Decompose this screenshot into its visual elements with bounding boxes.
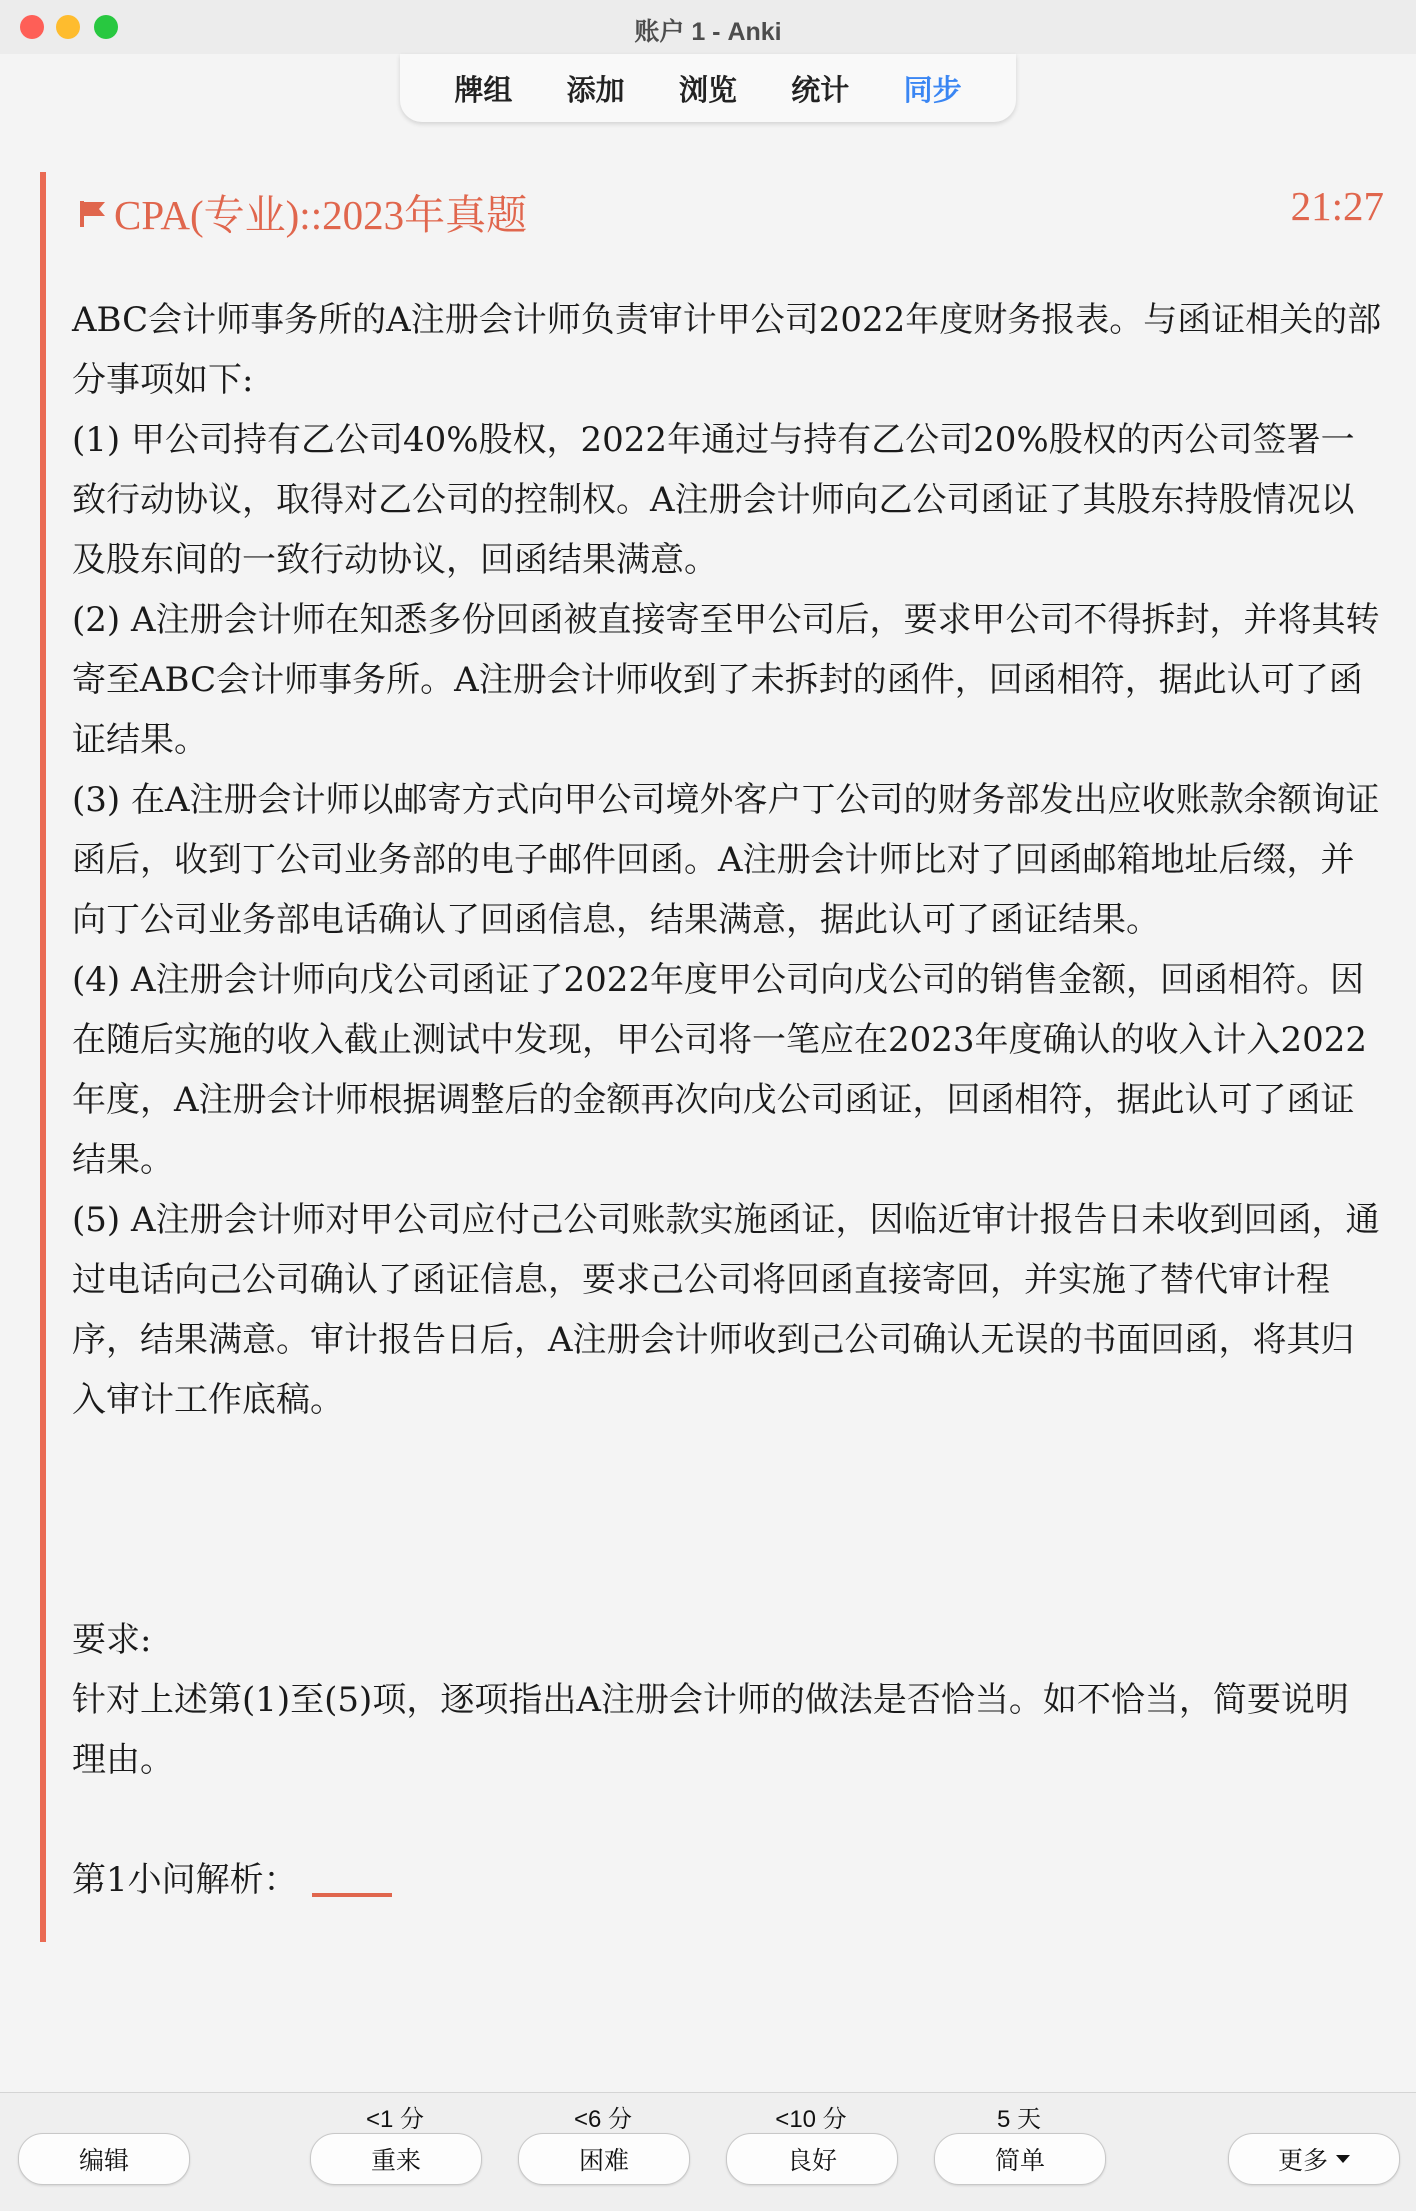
question-item-1: (1) 甲公司持有乙公司40%股权，2022年通过与持有乙公司20%股权的丙公司签署一致行动协议，取得对乙公司的控制权。A注册会计师向乙公司函证了其股东持股情况以及股东间的一致行动协议，回函结果满意。 (72, 420, 1355, 580)
good-button[interactable]: 良好 (726, 2133, 898, 2185)
more-button[interactable] (1228, 2133, 1400, 2185)
review-timer: 21:27 (1290, 183, 1384, 229)
easy-interval: 5 天 (996, 2106, 1041, 2133)
window-title: 账户 1 - Anki (634, 18, 782, 46)
question-item-3: (3) 在A注册会计师以邮寄方式向甲公司境外客户丁公司的财务部发出应收账款余额询证函后，收到丁公司业务部的电子邮件回函。A注册会计师比对了回函邮箱地址后缀，并向丁公司业务部电话确认了回函信息，结果满意，据此认可了函证结果。 (72, 780, 1380, 940)
cloze-blank (312, 1893, 392, 1897)
question-text (72, 290, 1382, 1910)
edit-button[interactable]: 编辑 (18, 2133, 190, 2185)
chevron-down-icon (1336, 2155, 1350, 2163)
flag-icon (78, 199, 108, 229)
question-item-5: (5) A注册会计师对甲公司应付己公司账款实施函证，因临近审计报告日未收到回函，通过电话向己公司确认了函证信息，要求己公司将回函直接寄回，并实施了替代审计程序，结果满意。审计报告日后，A注册会计师收到己公司确认无误的书面回函，将其归入审计工作底稿。 (72, 1200, 1380, 1420)
easy-button[interactable]: 简单 (934, 2133, 1106, 2185)
question-intro: ABC会计师事务所的A注册会计师负责审计甲公司2022年度财务报表。与函证相关的部分事项如下: (72, 300, 1382, 400)
review-bottom-bar (0, 2092, 1416, 2211)
answer-prompt-line (72, 1850, 1382, 1910)
main-toolbar (400, 54, 1016, 122)
more-label: 更多 (1277, 2147, 1328, 2175)
hard-button[interactable]: 困难 (518, 2133, 690, 2185)
good-interval: <10 分 (775, 2106, 847, 2133)
title-bar (0, 0, 1416, 54)
question-item-2: (2) A注册会计师在知悉多份回函被直接寄至甲公司后，要求甲公司不得拆封，并将其转寄至ABC会计师事务所。A注册会计师收到了未拆封的函件，回函相符，据此认可了函证结果。 (72, 600, 1380, 760)
deck-name: CPA(专业)::2023年真题 (114, 192, 528, 238)
again-button[interactable]: 重来 (310, 2133, 482, 2185)
requirement-label: 要求: (72, 1620, 152, 1660)
toolbar-add[interactable]: 添加 (566, 74, 625, 107)
toolbar-browse[interactable]: 浏览 (678, 74, 737, 107)
question-item-4: (4) A注册会计师向戊公司函证了2022年度甲公司向戊公司的销售金额，回函相符。因在随后实施的收入截止测试中发现，甲公司将一笔应在2023年度确认的收入计入2022年度，A注册会计师根据调整后的金额再次向戊公司函证，回函相符，据此认可了函证结果。 (72, 960, 1368, 1180)
again-interval: <1 分 (365, 2106, 425, 2133)
deck-header (78, 182, 527, 241)
toolbar-sync[interactable]: 同步 (903, 74, 962, 107)
requirement-text: 针对上述第(1)至(5)项，逐项指出A注册会计师的做法是否恰当。如不恰当，简要说明理由。 (72, 1680, 1349, 1780)
hard-interval: <6 分 (573, 2106, 633, 2133)
toolbar-decks[interactable]: 牌组 (454, 74, 513, 107)
toolbar-stats[interactable]: 统计 (791, 74, 850, 107)
card-content (40, 172, 1386, 1942)
answer-prompt: 第1小问解析： (72, 1860, 298, 1900)
